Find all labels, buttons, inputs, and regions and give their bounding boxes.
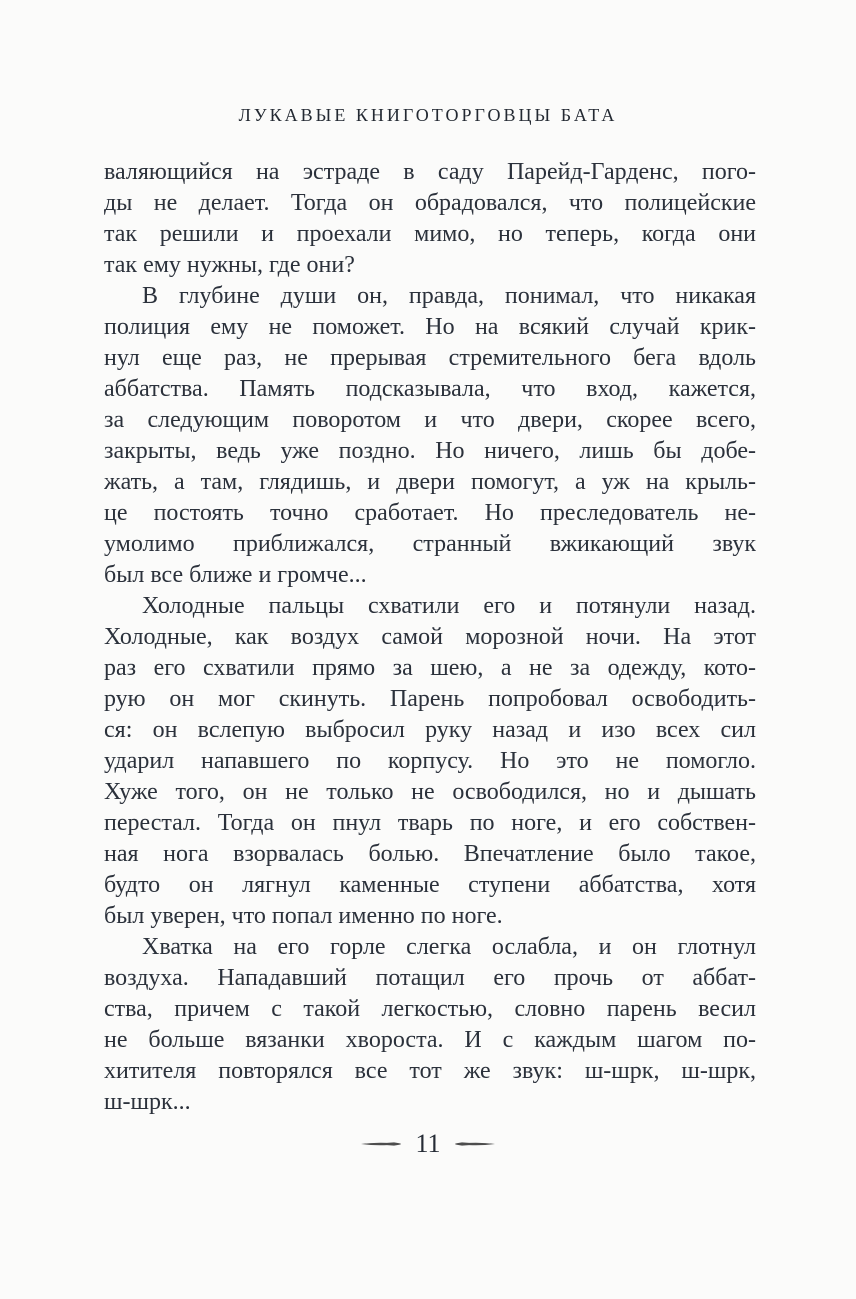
text-line: ная нога взорвалась болью. Впечатление было такое,	[104, 841, 756, 867]
footer-dash-left-icon	[361, 1139, 401, 1149]
text-line: Холодные, как воздух самой морозной ночи. На этот	[104, 624, 756, 650]
text-line: Хуже того, он не только не освободился, но и дышать	[104, 779, 756, 805]
text-line: нул еще раз, не прерывая стремительного бега вдоль	[104, 345, 756, 371]
running-header: ЛУКАВЫЕ КНИГОТОРГОВЦЫ БАТА	[238, 105, 618, 125]
text-line: ся: он вслепую выбросил руку назад и изо всех сил	[104, 717, 756, 743]
text-line: Холодные пальцы схватили его и потянули назад.	[142, 593, 756, 619]
text-line: за следующим поворотом и что двери, скорее всего,	[104, 407, 756, 433]
text-line: хитителя повторялся все тот же звук: ш-шрк, ш-шрк,	[104, 1058, 756, 1084]
text-line: не больше вязанки хвороста. И с каждым шагом по-	[104, 1027, 756, 1053]
text-line: рую он мог скинуть. Парень попробовал освободить-	[104, 686, 756, 712]
text-line: умолимо приближался, странный вжикающий звук	[104, 531, 756, 557]
text-line: так решили и проехали мимо, но теперь, когда они	[104, 221, 756, 247]
text-line: воздуха. Нападавший потащил его прочь от аббат-	[104, 965, 756, 991]
text-line: В глубине души он, правда, понимал, что никакая	[142, 283, 756, 309]
text-line: был все ближе и громче...	[104, 562, 367, 588]
text-line: раз его схватили прямо за шею, а не за одежду, кото-	[104, 655, 756, 681]
text-line: был уверен, что попал именно по ноге.	[104, 903, 503, 929]
text-line: ства, причем с такой легкостью, словно парень весил	[104, 996, 756, 1022]
text-line: аббатства. Память подсказывала, что вход, кажется,	[104, 376, 756, 402]
text-line: перестал. Тогда он пнул тварь по ноге, и его собствен-	[104, 810, 756, 836]
text-line: ш-шрк...	[104, 1089, 191, 1115]
text-line: жать, а там, глядишь, и двери помогут, а уж на крыль-	[104, 469, 756, 495]
text-line: валяющийся на эстраде в саду Парейд-Гарденс, пого-	[104, 159, 756, 185]
paragraph	[104, 157, 756, 281]
text-line: Хватка на его горле слегка ослабла, и он глотнул	[142, 934, 756, 960]
paragraph	[104, 932, 756, 1118]
text-line: закрыты, ведь уже поздно. Но ничего, лишь бы добе-	[104, 438, 756, 464]
text-line: ды не делает. Тогда он обрадовался, что полицейские	[104, 190, 756, 216]
paragraph	[104, 591, 756, 932]
body-text	[104, 157, 756, 1118]
paragraph	[104, 281, 756, 591]
page-number: 11	[415, 1129, 441, 1158]
text-line: так ему нужны, где они?	[104, 252, 355, 278]
text-line: це постоять точно сработает. Но преследователь не-	[104, 500, 756, 526]
text-line: будто он лягнул каменные ступени аббатства, хотя	[104, 872, 756, 898]
text-line: ударил напавшего по корпусу. Но это не помогло.	[104, 748, 756, 774]
page-footer	[0, 1128, 856, 1160]
footer-dash-right-icon	[455, 1139, 495, 1149]
text-line: полиция ему не поможет. Но на всякий случай крик-	[104, 314, 756, 340]
